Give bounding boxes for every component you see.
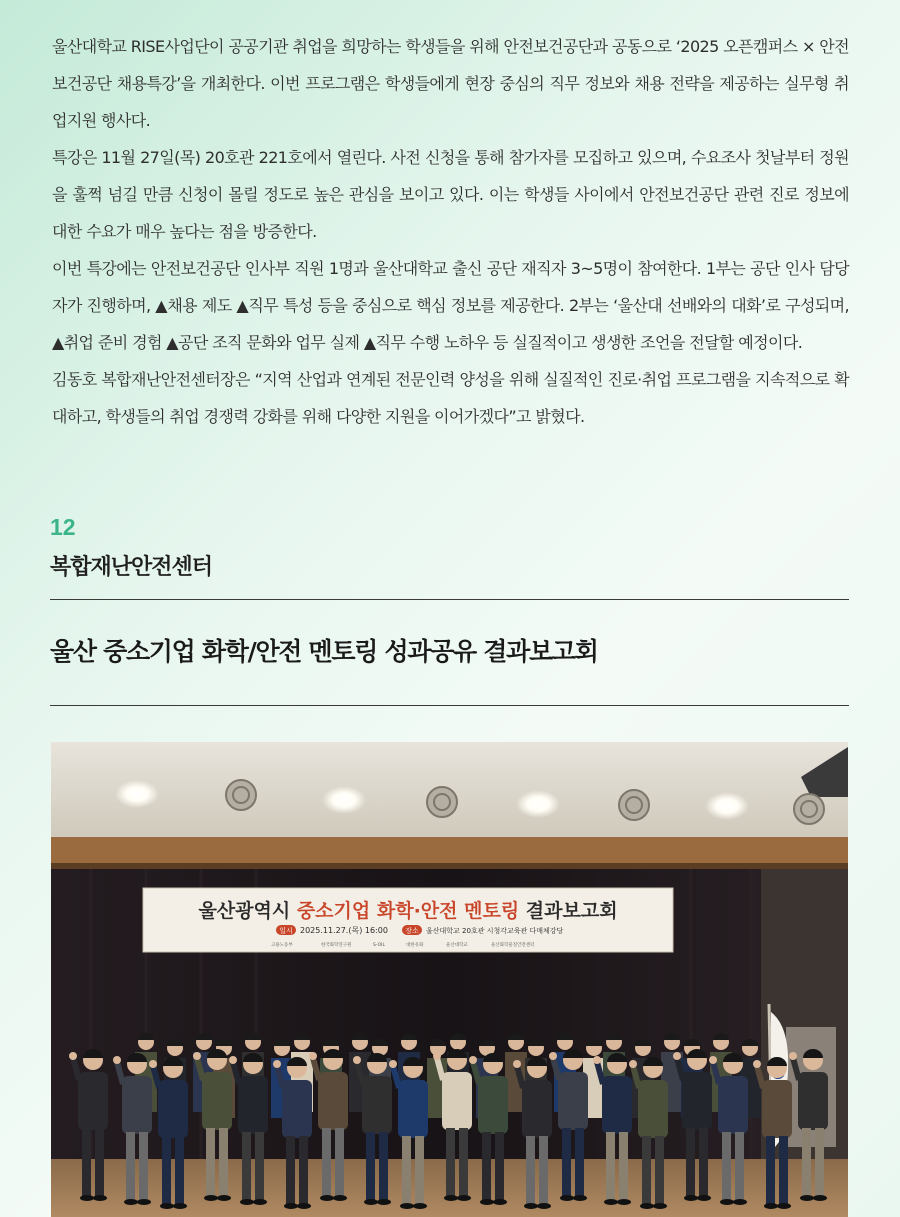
article-paragraph-2: 특강은 11월 27일(목) 20호관 221호에서 열린다. 사전 신청을 통해 참가자를 모집하고 있으며, 수요조사 첫날부터 정원을 훌쩍 넘길 만큼 신청이 몰릴 정도로 높은 관심을 보이고 있다. 이는 학생들 사이에서 안전보건공단 관련 진로 정보에 대한 수요가 매우 높다는 점을 방증한다. — [52, 148, 849, 241]
section-title: 복합재난안전센터 — [50, 555, 213, 580]
banner-sponsor-5: 울산대학교 — [446, 943, 468, 948]
banner-title-post: 결과보고회 — [519, 900, 618, 922]
divider-top — [50, 599, 849, 600]
banner-place-value: 울산대학교 20호관 시청각교육관 다매체강당 — [426, 927, 564, 935]
article-paragraph-1: 울산대학교 RISE사업단이 공공기관 취업을 희망하는 학생들을 위해 안전보건공단과 공동으로 ‘2025 오픈캠퍼스 × 안전보건공단 채용특강’을 개최한다. 이번 프로그램은 학생들에게 현장 중심의 직무 정보와 채용 전략을 제공하는 실무형 취업지원 행사다. — [52, 37, 849, 130]
banner-sponsor-3: S-OIL — [373, 943, 385, 948]
banner-title-pre: 울산광역시 — [198, 900, 297, 922]
article-paragraph-3: 이번 특강에는 안전보건공단 인사부 직원 1명과 울산대학교 출신 공단 재직자 3~5명이 참여한다. 1부는 공단 인사 담당자가 진행하며, ▲채용 제도 ▲직무 특성 등을 중심으로 핵심 정보를 제공한다. 2부는 ‘울산대 선배와의 대화’로 구성되며, ▲취업 준비 경험 ▲공단 조직 문화와 업무 실제 ▲직무 수행 노하우 등 실질적이고 생생한 조언을 전달할 예정이다. — [52, 259, 849, 352]
section-number: 12 — [50, 514, 76, 540]
article-body — [52, 28, 849, 435]
article-headline: 울산 중소기업 화학/안전 멘토링 성과공유 결과보고회 — [50, 637, 598, 666]
banner-sponsor-2: 한국화학연구원 — [321, 943, 352, 948]
banner-date-label: 일시 — [279, 927, 293, 935]
event-banner — [143, 888, 673, 952]
svg-text:울산광역시 중소기업 화학·안전 멘토링 결과보고회 — [198, 899, 617, 922]
banner-sponsor-1: 고용노동부 — [271, 943, 293, 948]
banner-sponsor-6: 울산화학물질안전센터 — [491, 943, 535, 948]
article-paragraph-4: 김동호 복합재난안전센터장은 “지역 산업과 연계된 전문인력 양성을 위해 실질적인 진로·취업 프로그램을 지속적으로 확대하고, 학생들의 취업 경쟁력 강화를 위해 다양한 지원을 이어가겠다”고 밝혔다. — [52, 370, 849, 426]
banner-sponsor-4: 대한유화 — [406, 943, 424, 948]
stage-header-wood — [51, 837, 848, 865]
banner-title-highlight: 중소기업 화학·안전 멘토링 — [296, 900, 520, 922]
banner-date-value: 2025.11.27.(목) 16:00 — [300, 926, 388, 935]
banner-place-label: 장소 — [405, 927, 419, 935]
divider-bottom — [50, 705, 849, 706]
event-group-photo — [51, 742, 848, 1217]
